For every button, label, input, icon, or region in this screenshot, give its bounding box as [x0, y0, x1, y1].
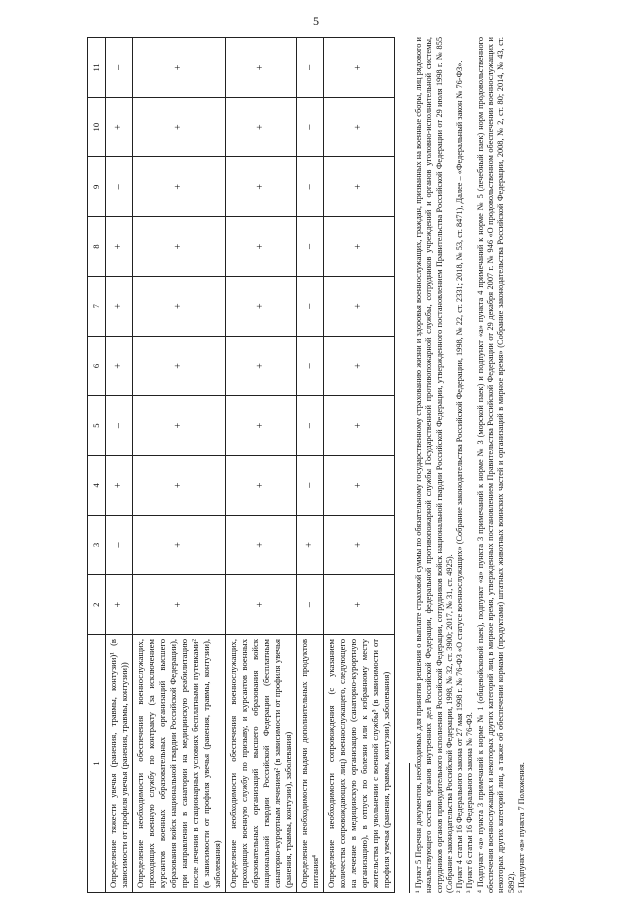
row-mark: +	[133, 455, 226, 515]
row-description: Определение необходимости выдачи дополнительных продуктов питания⁴	[297, 635, 324, 893]
row-mark: –	[297, 396, 324, 456]
column-header: 6	[88, 336, 106, 396]
row-mark: –	[106, 396, 133, 456]
row-description: Определение необходимости сопровождения (с указанием количества сопровождающих лиц) военнослужащего, следующего на лечение в медицинскую организацию (санаторно-курортную организацию), в отпуск по болезни или к избранному месту жительства при увольнении с военной службы⁵ (в зависимости от профиля увечья (ранения, травмы, контузии), заболевания)	[324, 635, 395, 893]
row-mark: +	[324, 97, 395, 157]
row-description: Определение необходимости обеспечения военнослужащих, проходящих военную службу по контракту (за исключением курсантов военных образовательных организаций высшего образования войск национальной гвардии Российской Федерации), при направлении в санатории на медицинскую реабилитацию после лечения в стационарных условиях бесплатными путевками² (в зависимости от профиля увечья (ранения, травмы, контузии), заболевания)	[133, 635, 226, 893]
footnote: ¹ Пункт 5 Перечня документов, необходимых для принятия решения о выплате страховой суммы по обязательному государственному страхованию жизни и здоровья военнослужащих, граждан, призванных на военные сборы, лиц рядового и начальствующего состава органов внутренних дел Российской Федерации, федеральной противопожарной службы Государственной противопожарной службы, сотрудников учреждений и органов уголовно-исполнительной системы, сотрудников органов принудительного исполнения Российской Федерации, сотрудников войск национальной гвардии Российской Федерации, утвержденного постановлением Правительства Российской Федерации от 29 июля 1998 г. № 855 (Собрание законодательства Российской Федерации, 1998, № 32, ст. 3900; 2017, № 31, ст. 4925).	[414, 37, 454, 893]
footnote: ⁵ Подпункт «в» пункта 7 Положения.	[516, 762, 526, 893]
row-mark: +	[226, 157, 297, 217]
row-mark: –	[297, 97, 324, 157]
row-mark: –	[297, 455, 324, 515]
row-mark: +	[297, 515, 324, 575]
row-mark: –	[297, 575, 324, 635]
footnote: ⁴ Подпункт «а» пункта 3 примечаний к норме № 1 (общевойсковой паек), подпункт «а» пункта 3 примечаний к норме № 3 (морской паек) и подпункт «а» пункта 4 примечаний к норме № 5 (лечебный паек) норм продовольственного обеспечения военнослужащих и некоторых других категорий лиц в мирное время, утвержденных постановлением Правительства Российской Федерации от 29 декабря 2007 г. № 946 «О продовольственном обеспечении военнослужащих и некоторых других категорий лиц, а также об обеспечении кормами (продуктами) штатных животных воинских частей и организаций в мирное время» (Собрание законодательства Российской Федерации, 2008, № 2, ст. 80; 2014, № 43, ст. 5892).	[475, 37, 516, 893]
row-mark: +	[226, 575, 297, 635]
row-mark: +	[106, 455, 133, 515]
column-header: 2	[88, 575, 106, 635]
table-row	[226, 38, 297, 893]
column-header: 8	[88, 217, 106, 277]
row-mark: +	[106, 336, 133, 396]
column-header: 7	[88, 276, 106, 336]
row-mark: –	[106, 515, 133, 575]
column-header: 5	[88, 396, 106, 456]
row-mark: +	[226, 336, 297, 396]
column-header: 10	[88, 97, 106, 157]
row-mark: +	[106, 97, 133, 157]
row-mark: +	[133, 336, 226, 396]
row-mark: +	[133, 157, 226, 217]
column-header: 11	[88, 38, 106, 98]
footnote: ² Пункт 4 статьи 16 Федерального закона от 27 мая 1998 г. № 76-ФЗ «О статусе военнослужащих» (Собрание законодательства Российской Федерации, 1998, № 22, ст. 2331; 2018, № 53, ст. 8471), Далее – «Федеральный закон № 76-ФЗ».	[455, 60, 465, 893]
row-mark: –	[297, 217, 324, 277]
row-mark: +	[324, 396, 395, 456]
row-mark: –	[106, 38, 133, 98]
row-mark: +	[324, 455, 395, 515]
row-mark: +	[324, 38, 395, 98]
row-mark: +	[226, 515, 297, 575]
table-row	[133, 38, 226, 893]
row-mark: +	[226, 455, 297, 515]
row-mark: +	[226, 396, 297, 456]
column-header: 1	[88, 635, 106, 893]
row-mark: +	[106, 217, 133, 277]
rotated-content	[87, 37, 557, 893]
table-row	[106, 38, 133, 893]
row-mark: +	[324, 575, 395, 635]
row-mark: +	[133, 575, 226, 635]
row-mark: +	[324, 336, 395, 396]
row-mark: +	[324, 515, 395, 575]
row-description: Определение тяжести увечья (ранения, травмы, контузии)¹ (в зависимости от профиля увечья (ранения, травмы, контузии))	[106, 635, 133, 893]
row-mark: –	[106, 157, 133, 217]
table-row	[297, 38, 324, 893]
row-mark: +	[133, 276, 226, 336]
row-mark: +	[133, 515, 226, 575]
table-header-row	[88, 38, 106, 893]
column-header: 4	[88, 455, 106, 515]
column-header: 3	[88, 515, 106, 575]
row-mark: +	[324, 276, 395, 336]
row-mark: +	[226, 276, 297, 336]
page-number: 5	[313, 14, 319, 28]
row-mark: +	[106, 575, 133, 635]
column-header: 9	[88, 157, 106, 217]
row-mark: –	[297, 157, 324, 217]
footnote-separator	[409, 763, 410, 893]
row-mark: +	[226, 38, 297, 98]
row-mark: +	[226, 97, 297, 157]
row-mark: +	[133, 396, 226, 456]
row-mark: +	[324, 157, 395, 217]
row-mark: +	[226, 217, 297, 277]
row-mark: +	[133, 38, 226, 98]
footnote: ³ Пункт 6 статьи 16 Федерального закона № 76-ФЗ.	[465, 712, 475, 893]
row-mark: –	[297, 336, 324, 396]
row-mark: +	[133, 217, 226, 277]
row-mark: +	[324, 217, 395, 277]
row-mark: –	[297, 38, 324, 98]
row-mark: +	[106, 276, 133, 336]
row-mark: –	[297, 276, 324, 336]
criteria-table	[87, 37, 395, 893]
row-description: Определение необходимости обеспечения военнослужащих, проходящих военную службу по призыву, и курсантов военных образовательных организаций высшего образования войск национальной гвардии Российской Федерации (бесплатным санаторно-курортным лечением² (в зависимости от профиля увечья (ранения, травмы, контузии), заболевания)	[226, 635, 297, 893]
table-row	[324, 38, 395, 893]
row-mark: +	[133, 97, 226, 157]
